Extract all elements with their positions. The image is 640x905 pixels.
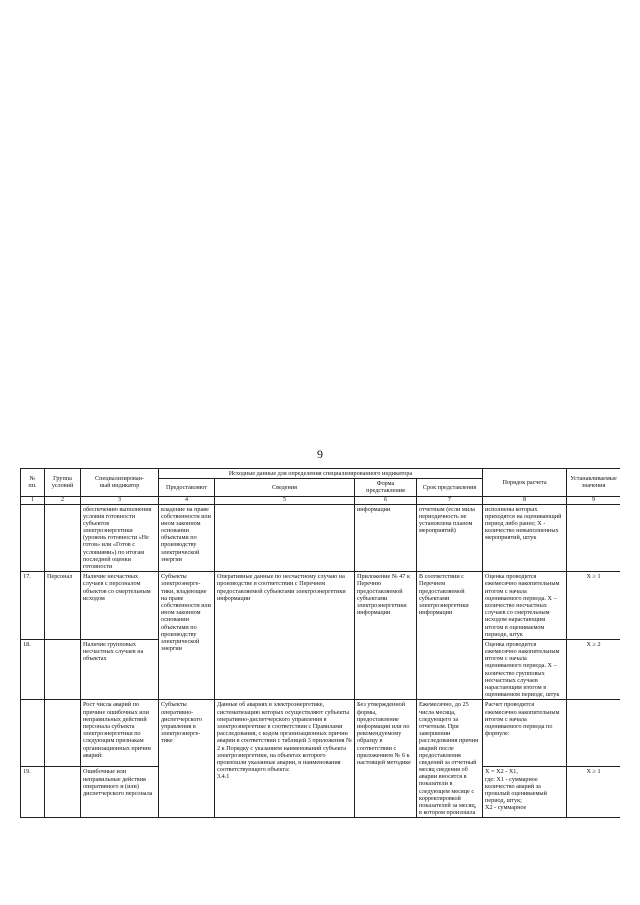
cell-provider: Субъекты оперативно-диспетчерского управления в электроэнерге-тике: [159, 700, 215, 818]
table-row: [21, 504, 621, 572]
header-form: Форма представления: [355, 479, 417, 496]
cell-value: X ≥ 1: [567, 572, 620, 640]
page-number: 9: [317, 447, 323, 461]
cell-calc: Оценка проводится ежемесячно накопительным итогом с начала оцениваемого периода. X – количество несчастных случаев со смертельным исходом нарастающим итогом в оцениваемом периоде, штук: [483, 572, 567, 640]
cell-group: [45, 504, 81, 572]
column-number: 9: [567, 496, 620, 504]
header-indicator: Специализирован- ный индикатор: [81, 469, 159, 497]
cell-num: 18.: [21, 639, 45, 700]
cell-indicator: Наличие групповых несчастных случаев на объектах: [81, 639, 159, 700]
cell-info: [215, 504, 355, 572]
cell-calc: Расчет проводится ежемесячно накопительным итогом с начала оцениваемого периода по формуле:: [483, 700, 567, 767]
header-num: № пп.: [21, 469, 45, 497]
table-row: [21, 700, 621, 767]
header-source-group: Исходные данные для определения специализированного индикатора: [159, 469, 483, 479]
cell-calc: X = X2 - X1, где: X1 - суммарное количество аварий за прошлый оцениваемый период, штук; X2 - суммарное: [483, 767, 567, 818]
header-info: Сведения: [215, 479, 355, 496]
header-group: Группа условий: [45, 469, 81, 497]
column-number: 3: [81, 496, 159, 504]
column-number: 8: [483, 496, 567, 504]
cell-deadline: Ежемесячно, до 25 числа месяца, следующего за отчетным. При завершении расследования причин аварий после предоставления сведений за отчетный месяц сведения об аварии вносятся в показатели в следующем месяце с корректировкой показателей за месяц, в котором произошла: [417, 700, 483, 818]
column-number: 4: [159, 496, 215, 504]
cell-group: [45, 639, 81, 700]
indicator-table-wrapper: [20, 468, 620, 896]
cell-calc: Оценка проводится ежемесячно накопительным итогом с начала оцениваемого периода. X – количество групповых несчастных случаев нарастающим итогом в оцениваемом периоде, штук: [483, 639, 567, 700]
cell-num: 17.: [21, 572, 45, 640]
cell-value: [567, 700, 620, 767]
cell-indicator: Наличие несчастных случаев с персоналом объектов со смертельным исходом: [81, 572, 159, 640]
column-number: 2: [45, 496, 81, 504]
column-number: 5: [215, 496, 355, 504]
cell-deadline: В соответствии с Перечнем предоставляемой субъектами электроэнергетики информации: [417, 572, 483, 700]
cell-form: Приложение № 47 к Перечню предоставляемой субъектами электроэнергетики информации: [355, 572, 417, 700]
header-deadline: Срок представления: [417, 479, 483, 496]
cell-form: информации: [355, 504, 417, 572]
table-row: [21, 572, 621, 640]
cell-form: Без утвержденной формы, предоставление информации или по рекомендуемому образцу в соответствии с приложением № 6 к настоящей методике: [355, 700, 417, 818]
column-number: 7: [417, 496, 483, 504]
cell-indicator: обеспечению выполнения условия готовности субъектов электроэнергетики (уровень готовности «Не готов» или «Готов с условиями») по итогам последней оценки готовности: [81, 504, 159, 572]
cell-provider: владение на праве собственности или ином законном основании объектами по производству электрической энергии: [159, 504, 215, 572]
cell-value: X ≥ 2: [567, 639, 620, 700]
cell-group: [45, 700, 81, 767]
cell-info: Данные об авариях в электроэнергетике, систематизацию которых осуществляют субъекты оперативно-диспетчерского управления в электроэнергетике в соответствии с Правилами расследования, с кодом организационных причин аварии в соответствии с таблицей 3 приложения № 2 к Порядку с указанием наименований субъекта электроэнергетики, на объектах которого произошли указанные аварии, и наименования соответствующего объекта: 3.4.1: [215, 700, 355, 818]
cell-value: [567, 504, 620, 572]
column-number-row: [21, 496, 621, 504]
cell-indicator: Рост числа аварий по причине ошибочных или неправильных действий персонала субъекта электроэнергетики по следующим признакам организационных причин аварий:: [81, 700, 159, 767]
header-provider: Предоставляют: [159, 479, 215, 496]
column-number: 6: [355, 496, 417, 504]
cell-num: 19.: [21, 767, 45, 818]
header-row-1: [21, 469, 621, 479]
column-number: 1: [21, 496, 45, 504]
cell-group: [45, 767, 81, 818]
cell-provider: Субъекты электроэнерге-тики, владеющие на праве собственности или ином законном основании объектами по производству электрической энергии: [159, 572, 215, 700]
cell-indicator: Ошибочные или неправильные действия оперативного и (или) диспетчерского персонала: [81, 767, 159, 818]
cell-num: [21, 700, 45, 767]
header-value: Устанавливаемые значения: [567, 469, 620, 497]
cell-num: [21, 504, 45, 572]
indicator-table: [20, 468, 620, 818]
cell-group: Персонал: [45, 572, 81, 640]
cell-deadline: отчетным (если мила периодичность не установлена планом мероприятий): [417, 504, 483, 572]
cell-info: Оперативные данные по несчастному случаю на производстве в соответствии с Перечнем предоставляемой субъектами электроэнергетики информации: [215, 572, 355, 700]
header-calc: Порядок расчета: [483, 469, 567, 497]
cell-calc: исполнены которых приходятся на оценивающий период либо ранее; X - количество невыполненных мероприятий, штук: [483, 504, 567, 572]
cell-value: X ≥ 1: [567, 767, 620, 818]
